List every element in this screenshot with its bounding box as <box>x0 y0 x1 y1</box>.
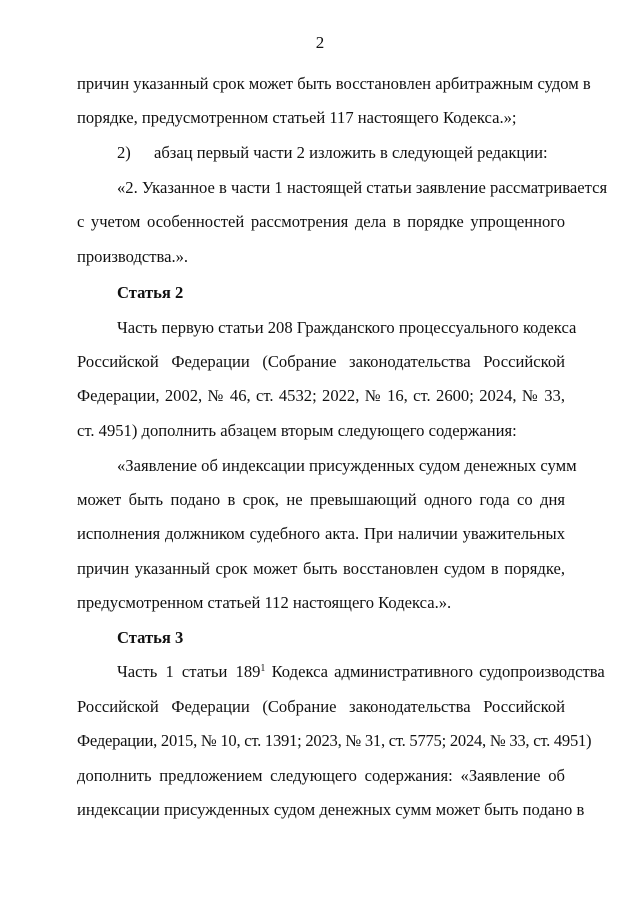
text-fragment: Часть 1 статьи 189 <box>117 662 261 681</box>
text-line: индексации присужденных судом денежных сумм может быть подано в <box>77 800 585 819</box>
page-number: 2 <box>315 33 325 52</box>
text-line: причин указанный срок может быть восстановлен судом в порядке, <box>77 559 565 578</box>
text-line: «2. Указанное в части 1 настоящей статьи заявление рассматривается <box>117 178 608 197</box>
text-line: порядке, предусмотренном статьей 117 настоящего Кодекса.»; <box>77 108 517 127</box>
text-line: дополнить предложением следующего содержания: «Заявление об <box>77 766 565 785</box>
text-line: может быть подано в срок, не превышающий одного года со дня <box>77 490 565 509</box>
superscript: 1 <box>260 663 266 674</box>
article-heading: Статья 2 <box>117 283 184 302</box>
text-line: ст. 4951) дополнить абзацем вторым следующего содержания: <box>77 421 517 440</box>
text-line: абзац первый части 2 изложить в следующей редакции: <box>154 143 548 162</box>
text-line: Федерации, 2002, № 46, ст. 4532; 2022, № 16, ст. 2600; 2024, № 33, <box>77 386 565 405</box>
text-line <box>117 662 605 682</box>
text-line: предусмотренном статьей 112 настоящего Кодекса.». <box>77 593 452 612</box>
text-line: Российской Федерации (Собрание законодательства Российской <box>77 697 565 716</box>
text-line: «Заявление об индексации присужденных судом денежных сумм <box>117 456 577 475</box>
text-line: исполнения должником судебного акта. При наличии уважительных <box>77 524 565 543</box>
text-line: Федерации, 2015, № 10, ст. 1391; 2023, № 31, ст. 5775; 2024, № 33, ст. 4951) <box>77 731 592 750</box>
text-line: Часть первую статьи 208 Гражданского процессуального кодекса <box>117 318 577 337</box>
text-line: Российской Федерации (Собрание законодательства Российской <box>77 352 565 371</box>
text-fragment: Кодекса административного судопроизводства <box>265 662 605 681</box>
text-line: причин указанный срок может быть восстановлен арбитражным судом в <box>77 74 591 93</box>
text-line: с учетом особенностей рассмотрения дела в порядке упрощенного <box>77 212 565 231</box>
text-line: производства.». <box>77 247 189 266</box>
article-heading: Статья 3 <box>117 628 184 647</box>
list-number: 2) <box>117 143 131 162</box>
